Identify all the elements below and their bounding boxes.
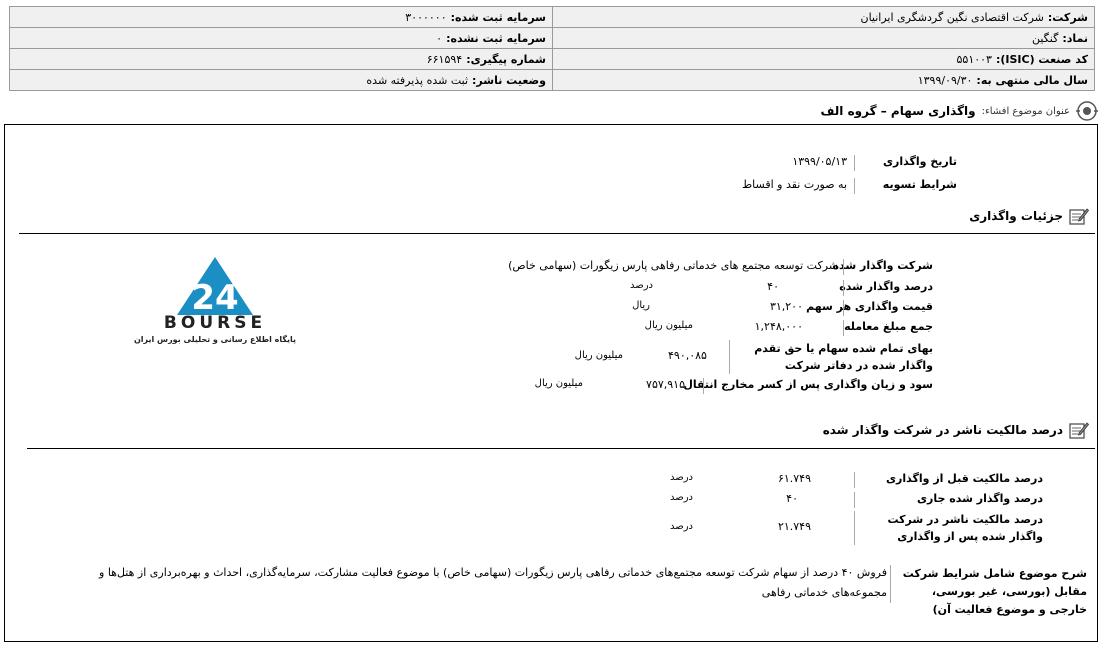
tracking-value: ۶۶۱۵۹۴	[426, 52, 463, 66]
settlement-value: به صورت نقد و اقساط	[742, 178, 847, 191]
detail-value: شرکت توسعه مجتمع های خدماتی رفاهی پارس زیگورات (سهامی خاص)	[508, 259, 838, 272]
details-title: جزئیات واگذاری	[969, 209, 1063, 223]
detail-label: درصد واگذار شده	[839, 280, 933, 293]
detail-value: ۴۰	[767, 280, 779, 293]
detail-row-cost	[493, 340, 933, 376]
isic-cell	[553, 49, 1095, 70]
bourse-logo-mark	[125, 253, 305, 319]
details-section-header	[969, 207, 1089, 225]
company-info-table	[9, 6, 1095, 91]
company-label: شرکت:	[1047, 10, 1088, 24]
detail-label: قیمت واگذاری هر سهم	[806, 300, 933, 313]
subject-label: عنوان موضوع افشاء:	[981, 105, 1070, 117]
detail-unit: میلیون ریال	[644, 320, 693, 331]
detail-label: بهای تمام شده سهام یا حق تقدم واگذار شده در دفاتر شرکت	[754, 342, 933, 372]
bourse-logo-tagline: پایگاه اطلاع رسانی و تحلیلی بورس ایران	[133, 335, 297, 344]
svg-text:24: 24	[191, 278, 239, 318]
fiscal-cell	[553, 70, 1095, 91]
transfer-date-value: ۱۳۹۹/۰۵/۱۳	[792, 155, 847, 168]
detail-row-percent	[493, 280, 933, 298]
target-icon	[1076, 100, 1098, 122]
description-label: شرح موضوع شامل شرایط شرکت مقابل (بورسی، غیر بورسی، خارجی و موضوع فعالیت آن)	[902, 567, 1087, 616]
detail-row-price	[493, 300, 933, 318]
transfer-date-label: تاریخ واگذاری	[882, 155, 957, 168]
ownership-divider	[27, 448, 1095, 449]
ownership-unit: درصد	[669, 472, 693, 483]
ownership-value: ۶۱.۷۴۹	[777, 472, 811, 485]
ownership-unit: درصد	[669, 521, 693, 532]
detail-unit: ریال	[632, 300, 650, 311]
company-cell	[553, 7, 1095, 28]
settlement-row	[657, 178, 957, 196]
ownership-row-before	[623, 472, 1043, 490]
edit-note-icon	[1069, 421, 1089, 439]
detail-row-company	[493, 259, 933, 277]
detail-row-total	[493, 320, 933, 338]
settlement-label: شرایط تسویه	[882, 178, 957, 191]
isic-label: کد صنعت (ISIC):	[995, 52, 1088, 66]
details-divider	[19, 233, 1095, 234]
bourse-logo	[125, 253, 305, 349]
detail-value: ۴۹۰,۰۸۵	[668, 349, 707, 362]
info-row	[10, 7, 1095, 28]
disclosure-subject	[820, 100, 1098, 122]
unreg-capital-cell	[10, 28, 553, 49]
detail-row-profit	[493, 378, 933, 396]
publisher-status-value: ثبت شده پذیرفته شده	[366, 73, 469, 87]
symbol-value: گنگین	[1031, 31, 1059, 45]
ownership-value: ۲۱.۷۴۹	[777, 520, 811, 533]
ownership-label: درصد مالکیت ناشر در شرکت واگذار شده پس از واگذاری	[887, 513, 1043, 543]
fiscal-label: سال مالی منتهی به:	[976, 73, 1088, 87]
publisher-status-label: وضعیت ناشر:	[472, 73, 546, 87]
detail-value: ۱,۲۴۸,۰۰۰	[754, 320, 803, 333]
detail-label: سود و زیان واگذاری پس از کسر مخارج انتقال	[683, 378, 933, 391]
edit-note-icon	[1069, 207, 1089, 225]
reg-capital-label: سرمایه ثبت شده:	[450, 10, 546, 24]
fiscal-value: ۱۳۹۹/۰۹/۳۰	[917, 73, 973, 87]
detail-unit: درصد	[629, 280, 653, 291]
description-text: فروش ۴۰ درصد از سهام شرکت توسعه مجتمع‌های خدماتی رفاهی پارس زیگورات (سهامی خاص) با موضوع فعالیت مشارکت، سرمایه‌گذاری، احداث و بهره‌برداری از هتل‌ها و مجموعه‌های خدماتی رفاهی	[99, 566, 887, 599]
ownership-row-current	[623, 492, 1043, 510]
disclosure-content	[4, 124, 1098, 642]
detail-label: شرکت واگذار شده	[832, 259, 933, 272]
detail-unit: میلیون ریال	[534, 378, 583, 389]
unreg-capital-value: ۰	[436, 31, 443, 45]
reg-capital-cell	[10, 7, 553, 28]
info-row	[10, 49, 1095, 70]
company-value: شرکت اقتصادی نگین گردشگری ایرانیان	[860, 10, 1044, 24]
ownership-section-header	[823, 421, 1089, 439]
bourse-logo-word: BOURSE	[163, 313, 267, 333]
info-row	[10, 70, 1095, 91]
ownership-row-after	[623, 511, 1043, 547]
subject-value: واگذاری سهام – گروه الف	[820, 104, 976, 118]
symbol-label: نماد:	[1062, 31, 1088, 45]
detail-label: جمع مبلغ معامله	[844, 320, 933, 333]
description-separator	[890, 565, 891, 603]
ownership-label: درصد واگذار شده جاری	[916, 492, 1043, 505]
tracking-cell	[10, 49, 553, 70]
ownership-label: درصد مالکیت قبل از واگذاری	[885, 472, 1043, 485]
reg-capital-value: ۳۰۰۰۰۰۰	[405, 10, 447, 24]
isic-value: ۵۵۱۰۰۳	[956, 52, 992, 66]
symbol-cell	[553, 28, 1095, 49]
unreg-capital-label: سرمایه ثبت نشده:	[446, 31, 546, 45]
detail-value: ۳۱,۲۰۰	[769, 300, 803, 313]
publisher-status-cell	[10, 70, 553, 91]
detail-unit: میلیون ریال	[574, 350, 623, 361]
info-row	[10, 28, 1095, 49]
ownership-value: ۴۰	[786, 492, 798, 505]
tracking-label: شماره پیگیری:	[466, 52, 546, 66]
detail-value: ۷۵۷,۹۱۵	[646, 378, 685, 391]
ownership-unit: درصد	[669, 492, 693, 503]
transfer-date-row	[657, 155, 957, 173]
ownership-title: درصد مالکیت ناشر در شرکت واگذار شده	[822, 423, 1063, 437]
